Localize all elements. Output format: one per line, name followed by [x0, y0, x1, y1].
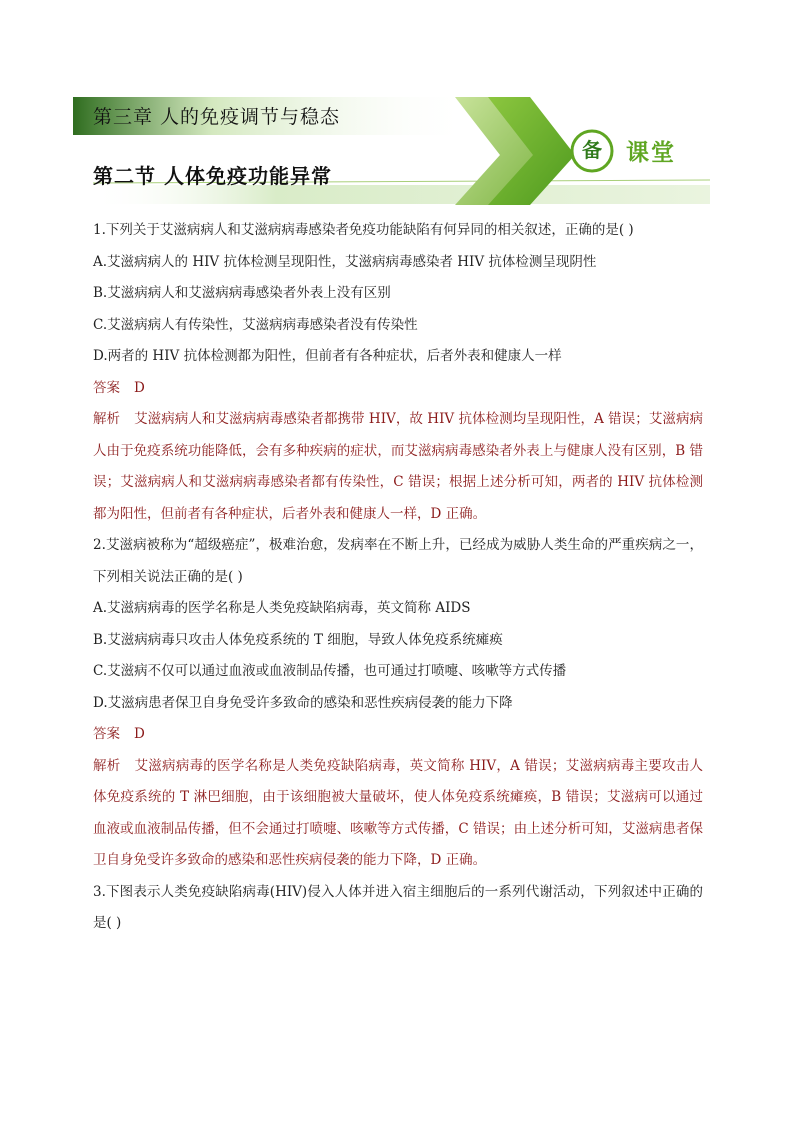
chapter-title: 第三章 人的免疫调节与稳态	[93, 106, 341, 128]
question-stem: 1.下列关于艾滋病病人和艾滋病病毒感染者免疫功能缺陷有何异同的相关叙述，正确的是( )	[93, 222, 634, 238]
option-c: C.艾滋病不仅可以通过血液或血液制品传播，也可通过打喷嚏、咳嗽等方式传播	[93, 663, 567, 679]
option-d: D.两者的 HIV 抗体检测都为阳性，但前者有各种症状，后者外表和健康人一样	[93, 348, 562, 364]
option-a: A.艾滋病病毒的医学名称是人类免疫缺陷病毒，英文简称 AIDS	[93, 600, 471, 616]
answer-value: D	[134, 379, 145, 396]
question-stem: 2.艾滋病被称为“超级癌症”，极难治愈，发病率在不断上升，已经成为威胁人类生命的严重疾病之一，下列相关说法正确的是( )	[93, 537, 703, 585]
option-d: D.艾滋病患者保卫自身免受许多致命的感染和恶性疾病侵袭的能力下降	[93, 694, 513, 711]
analysis-label: 解析	[93, 411, 121, 427]
option-b: B.艾滋病病毒只攻击人体免疫系统的 T 细胞，导致人体免疫系统瘫痪	[93, 631, 503, 648]
analysis-block	[93, 404, 703, 530]
analysis-text: 艾滋病病毒的医学名称是人类免疫缺陷病毒，英文简称 HIV，A 错误；艾滋病病毒主要攻击人体免疫系统的 T 淋巴细胞，由于该细胞被大量破坏，使人体免疫系统瘫痪，B 错误；艾滋病可以通过血液或血液制品传播，但不会通过打喷嚏、咳嗽等方式传播，C 错误；由上述分析可知，艾滋病患者保卫自身免受许多致命的感染和恶性疾病侵袭的能力下降，D 正确。	[93, 757, 703, 868]
answer-label: 答案	[93, 379, 120, 396]
logo-char: 备	[582, 138, 602, 162]
section-title: 第二节 人体免疫功能异常	[93, 164, 332, 188]
analysis-block	[93, 751, 703, 877]
question-3	[93, 877, 703, 940]
analysis-label: 解析	[93, 757, 121, 774]
answer-value: D	[134, 726, 145, 742]
answer-line	[93, 373, 703, 405]
header-banner	[0, 0, 794, 215]
question-stem: 3.下图表示人类免疫缺陷病毒(HIV)侵入人体并进入宿主细胞后的一系列代谢活动，下列叙述中正确的是( )	[93, 883, 703, 931]
option-a: A.艾滋病病人的 HIV 抗体检测呈现阳性，艾滋病病毒感染者 HIV 抗体检测呈现阴性	[93, 253, 597, 270]
logo-text: 课堂	[626, 140, 676, 166]
answer-label: 答案	[93, 726, 120, 742]
answer-line	[93, 719, 703, 751]
option-c: C.艾滋病病人有传染性，艾滋病病毒感染者没有传染性	[93, 316, 418, 333]
option-b: B.艾滋病病人和艾滋病病毒感染者外表上没有区别	[93, 285, 391, 301]
question-2	[93, 530, 703, 877]
document-body	[93, 215, 703, 940]
analysis-text: 艾滋病病人和艾滋病病毒感染者都携带 HIV，故 HIV 抗体检测均呈现阳性，A 错误；艾滋病病人由于免疫系统功能降低，会有多种疾病的症状，而艾滋病病毒感染者外表上与健康人没有区别，B 错误；艾滋病病人和艾滋病病毒感染者都有传染性，C 错误；根据上述分析可知，两者的 HIV 抗体检测都为阳性，但前者有各种症状，后者外表和健康人一样，D 正确。	[93, 411, 704, 522]
question-1	[93, 215, 703, 530]
